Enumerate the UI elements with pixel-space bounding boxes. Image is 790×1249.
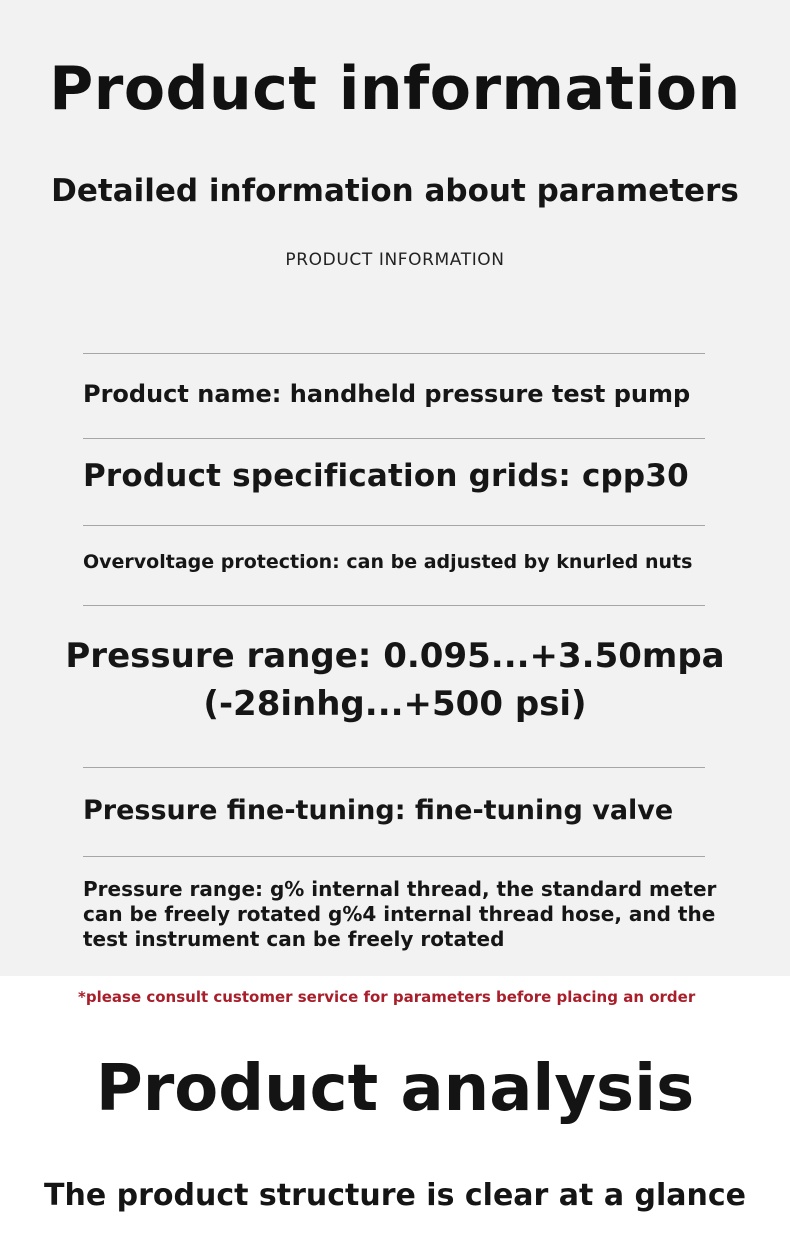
spec-pressure-range — [0, 632, 790, 728]
spec-product-name: Product name: handheld pressure test pump — [83, 380, 691, 408]
section-caption: PRODUCT INFORMATION — [285, 250, 505, 270]
spec-thread-info: Pressure range: g% internal thread, the standard meter can be freely rotated g%4 internal thread hose, and the test instrument can be freely rotated — [83, 877, 717, 951]
page-title: Product information — [49, 54, 741, 124]
divider — [83, 856, 705, 857]
divider — [83, 605, 705, 606]
page-subtitle: Detailed information about parameters — [51, 173, 739, 209]
spec-specification: Product specification grids: cpp30 — [83, 458, 689, 494]
spec-overvoltage: Overvoltage protection: can be adjusted by knurled nuts — [83, 551, 693, 573]
divider — [83, 525, 705, 526]
pressure-range-line-1: Pressure range: 0.095...+3.50mpa — [65, 636, 725, 676]
order-notice: *please consult customer service for parameters before placing an order — [78, 988, 696, 1006]
analysis-title: Product analysis — [95, 1052, 695, 1126]
analysis-subtitle: The product structure is clear at a glance — [44, 1178, 746, 1213]
divider — [83, 353, 705, 354]
spec-fine-tuning: Pressure fine-tuning: fine-tuning valve — [83, 795, 674, 826]
divider — [83, 767, 705, 768]
divider — [83, 438, 705, 439]
pressure-range-line-2: (-28inhg...+500 psi) — [203, 684, 587, 724]
